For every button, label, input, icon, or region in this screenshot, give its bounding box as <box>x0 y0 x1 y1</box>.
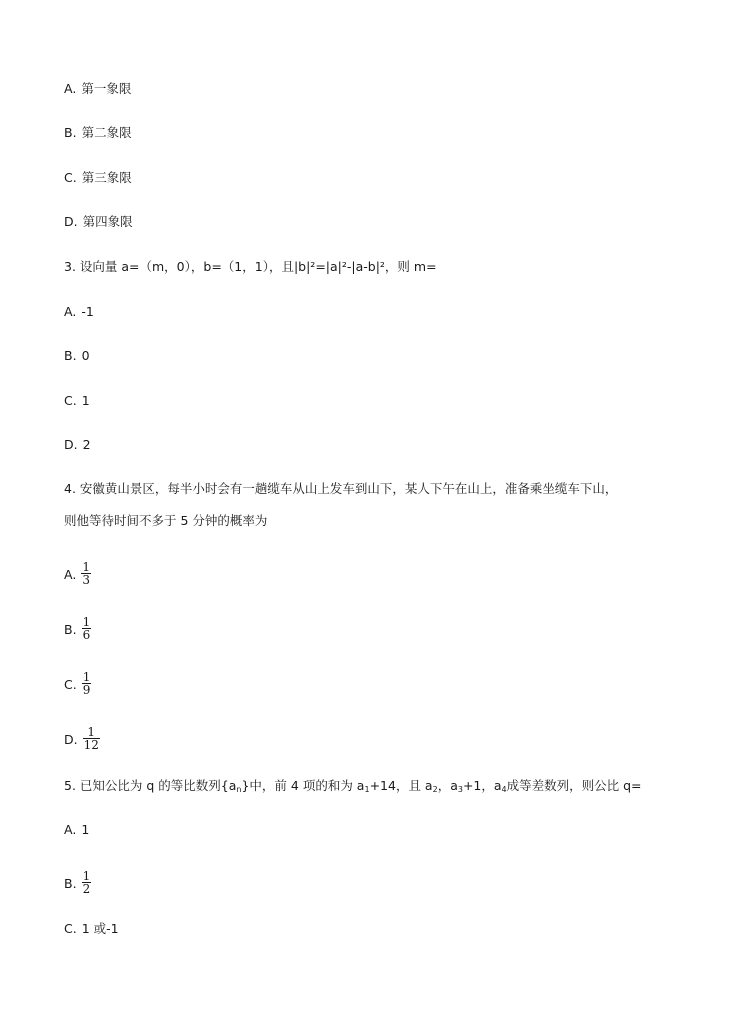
q2-option-a <box>64 81 131 97</box>
numerator: 1 <box>82 560 90 574</box>
q5-stem <box>64 778 642 798</box>
denominator: 9 <box>82 683 91 697</box>
subscript: n <box>236 785 242 794</box>
option-label: D. <box>64 732 78 747</box>
option-label: B. <box>64 125 77 140</box>
q4-option-d <box>64 725 100 753</box>
option-text: 2 <box>82 437 91 452</box>
option-label: C. <box>64 677 77 692</box>
subscript: 1 <box>364 785 370 794</box>
option-text: -1 <box>81 304 94 319</box>
denominator: 3 <box>82 573 90 587</box>
fraction <box>82 870 92 895</box>
option-label: D. <box>64 437 78 452</box>
option-text: 1 <box>81 822 90 837</box>
numerator: 1 <box>82 869 91 883</box>
option-label: B. <box>64 622 77 637</box>
q5-option-b <box>64 869 91 897</box>
option-text: 1 或-1 <box>81 921 119 936</box>
q5-stem-part: }中，前 4 项的和为 a <box>241 778 365 793</box>
q4-option-c <box>64 670 91 698</box>
subscript: 4 <box>501 785 507 794</box>
option-label: A. <box>64 567 77 582</box>
option-text: 0 <box>81 348 90 363</box>
q4-option-a <box>64 560 91 588</box>
q3-option-a <box>64 304 94 320</box>
option-label: A. <box>64 304 77 319</box>
q5-stem-part: 成等差数列，则公比 q= <box>506 778 642 793</box>
q5-stem-part: +14，且 a <box>369 778 433 793</box>
numerator: 1 <box>82 615 91 629</box>
option-text: 第三象限 <box>81 170 132 185</box>
option-label: B. <box>64 348 77 363</box>
q3-stem: 3. 设向量 a=（m，0），b=（1，1），且|b|²=|a|²-|a-b|²，则 m= <box>64 259 437 274</box>
q5-stem-part: +1，a <box>462 778 502 793</box>
option-text: 第一象限 <box>81 81 132 96</box>
denominator: 2 <box>82 882 91 896</box>
q3-option-d <box>64 437 91 453</box>
option-label: D. <box>64 214 78 229</box>
q2-option-c <box>64 170 132 186</box>
option-label: C. <box>64 393 77 408</box>
denominator: 12 <box>83 738 99 752</box>
q5-option-a <box>64 822 89 838</box>
q2-option-b <box>64 125 132 141</box>
q5-stem-part: 5. 已知公比为 q 的等比数列{a <box>64 778 237 793</box>
q3-option-c <box>64 393 90 409</box>
q5-stem-part: ，a <box>437 778 458 793</box>
subscript: 2 <box>432 785 438 794</box>
denominator: 6 <box>82 628 91 642</box>
numerator: 1 <box>87 725 96 739</box>
fraction <box>82 671 92 696</box>
q4-option-b <box>64 615 91 643</box>
numerator: 1 <box>82 670 91 684</box>
q5-option-c <box>64 921 119 937</box>
option-label: C. <box>64 170 77 185</box>
subscript: 3 <box>457 785 463 794</box>
option-text: 第四象限 <box>82 214 133 229</box>
option-text: 第二象限 <box>81 125 132 140</box>
q3-option-b <box>64 348 90 364</box>
option-label: A. <box>64 822 77 837</box>
option-text: 1 <box>81 393 90 408</box>
option-label: B. <box>64 876 77 891</box>
fraction <box>82 616 92 641</box>
option-label: C. <box>64 921 77 936</box>
fraction <box>83 726 100 751</box>
q2-option-d <box>64 214 133 230</box>
option-label: A. <box>64 81 77 96</box>
q4-stem-line2: 则他等待时间不多于 5 分钟的概率为 <box>64 513 268 528</box>
fraction <box>81 561 91 586</box>
q4-stem-line1: 4. 安徽黄山景区，每半小时会有一趟缆车从山上发车到山下，某人下午在山上，准备乘坐缆车下山， <box>64 481 618 496</box>
